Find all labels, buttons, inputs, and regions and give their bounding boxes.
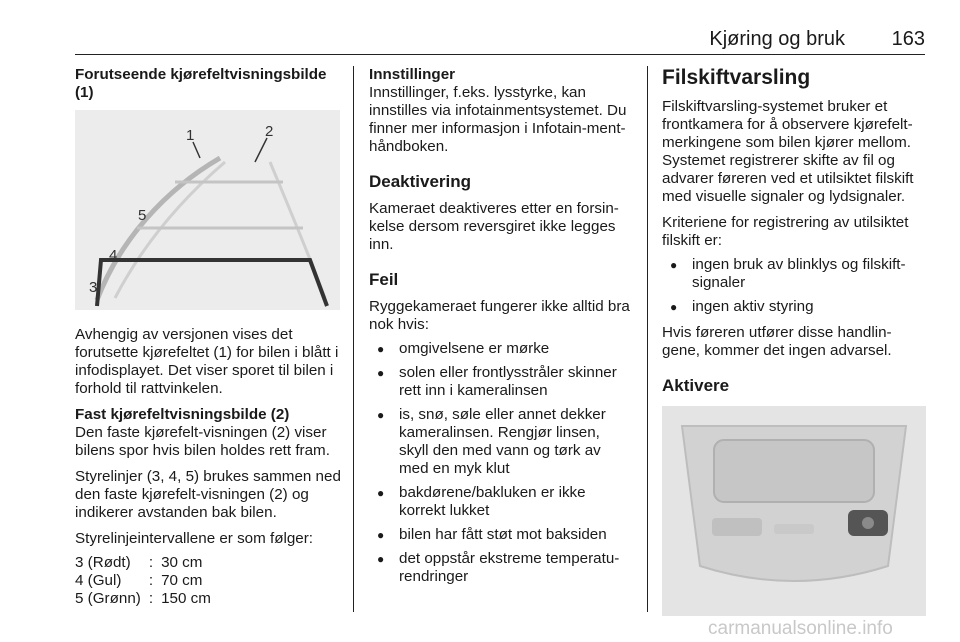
interval-value: 70 cm [161, 572, 203, 589]
leader-1 [193, 142, 200, 158]
watermark: carmanualsonline.info [708, 618, 893, 639]
figure-label-3: 3 [89, 279, 98, 296]
heading-activate: Aktivere [662, 376, 730, 395]
interval-row [75, 590, 211, 608]
heading-fixed-lane: Fast kjørefeltvisningsbilde (2) [75, 406, 290, 423]
guideline-diagram [75, 110, 340, 310]
paragraph-guidelines: Styrelinjer (3, 4, 5) brukes sammen ned den faste kjørefelt-visningen (2) og indikerer avstanden bak bilen. [75, 468, 341, 521]
column-right [662, 66, 926, 616]
list-item: ● bakdørene/bakluken er ikke korrekt lukket [369, 484, 633, 520]
figure-label-4: 4 [109, 247, 118, 264]
list-item: ● solen eller frontlysstråler skinner rett inn i kameralinsen [369, 364, 633, 400]
fault-list [369, 340, 633, 586]
column-middle [369, 66, 633, 586]
list-item: ● omgivelsene er mørke [369, 340, 633, 358]
heading-deactivation: Deaktivering [369, 172, 472, 191]
interval-label: 4 (Gul) [75, 572, 122, 589]
paragraph-no-warning: Hvis føreren utfører disse handlin-gene, kommer det ingen advarsel. [662, 324, 892, 359]
list-item: ● bilen har fått støt mot baksiden [369, 526, 633, 544]
interval-separator: : [148, 572, 154, 589]
paragraph-fixed-lane: Den faste kjørefelt-visningen (2) viser bilens spor hvis bilen holdes rett fram. [75, 424, 330, 459]
paragraph-criteria: Kriteriene for registrering av utilsiktet filskift er: [662, 214, 909, 249]
paragraph-settings: Innstillinger, f.eks. lysstyrke, kan innstilles via infotainmentsystemet. Du finner mer informasjon i Infotain-ment-håndboken. [369, 84, 627, 155]
paragraph-intervals-intro: Styrelinjeintervallene er som følger: [75, 530, 314, 547]
console-lamp-center [774, 524, 814, 534]
interval-row [75, 572, 211, 590]
heading-settings: Innstillinger [369, 66, 456, 83]
heading-lane-departure: Filskiftvarsling [662, 66, 811, 89]
interval-label: 3 (Rødt) [75, 554, 131, 571]
interval-separator: : [148, 590, 154, 607]
list-item: ● det oppstår ekstreme temperatu-rendringer [369, 550, 633, 586]
list-item: ● ingen aktiv styring [662, 298, 926, 316]
interval-separator: : [148, 554, 154, 571]
leader-2 [255, 138, 267, 162]
interval-row [75, 554, 211, 572]
column-divider-left [353, 66, 354, 612]
figure-label-5: 5 [138, 207, 147, 224]
paragraph-lane-departure-intro: Filskiftvarsling-systemet bruker et frontkamera for å observere kjørefelt-merkingene som bilen kjører mellom. Systemet registrerer skifte av fil og advarer føreren ved et utilsiktet filskift med visuelle signaler og lydsignaler. [662, 98, 914, 205]
paragraph-deactivation: Kameraet deaktiveres etter en forsin-kelse dersom reversgiret ikke legges inn. [369, 200, 619, 253]
heading-predicted-lane: Forutseende kjørefeltvisningsbilde (1) [75, 66, 327, 101]
console-illustration [662, 406, 926, 616]
figure-label-2: 2 [265, 123, 274, 140]
intervals-table [75, 554, 211, 608]
list-item: ● is, snø, søle eller annet dekker kameralinsen. Rengjør linsen, skyll den med vann og tørk av med en myk klut [369, 406, 633, 478]
column-left [75, 66, 343, 608]
column-divider-right [647, 66, 648, 612]
console-lamp-left [712, 518, 762, 536]
console-recess [714, 440, 874, 502]
section-title: Kjøring og bruk [709, 28, 845, 50]
criteria-list [662, 256, 926, 316]
button-icon [862, 517, 874, 529]
page-header [75, 28, 925, 55]
list-item: ● ingen bruk av blinklys og filskift-signaler [662, 256, 926, 292]
interval-label: 5 (Grønn) [75, 590, 141, 607]
guideline-illustration [75, 110, 340, 310]
page-number: 163 [891, 28, 925, 50]
paragraph-predicted-lane: Avhengig av versjonen vises det forutsette kjørefeltet (1) for bilen i blått i infodisplayet. Det viser sporet til bilen i forhold til rattvinkelen. [75, 326, 339, 397]
heading-fault: Feil [369, 270, 399, 289]
overhead-console-photo [662, 406, 926, 616]
figure-label-1: 1 [186, 127, 195, 144]
paragraph-fault: Ryggekameraet fungerer ikke alltid bra nok hvis: [369, 298, 630, 333]
interval-value: 30 cm [161, 554, 203, 571]
interval-value: 150 cm [161, 590, 211, 607]
